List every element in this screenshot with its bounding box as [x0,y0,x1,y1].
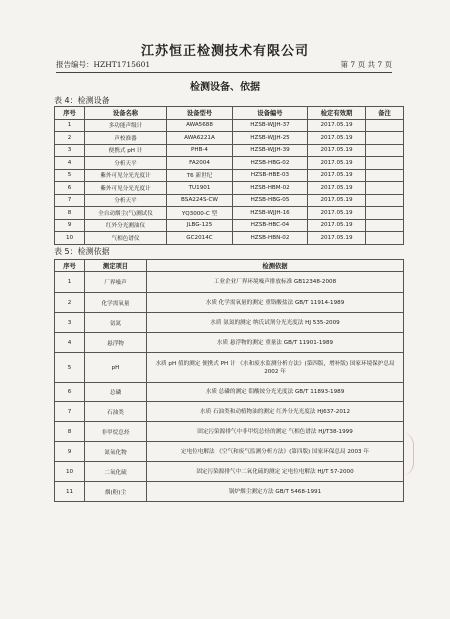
column-header: 设备名称 [85,107,167,120]
table-cell: 总磷 [85,383,147,402]
table-row [55,383,404,402]
table-cell [366,219,404,232]
page-number: 第 7 页 共 7 页 [340,60,392,69]
table-cell: PHB-4 [167,144,233,157]
table-cell: 分析天平 [85,194,167,207]
table-cell: 水质 石油类和动植物油的测定 红外分光光度法 HJ637-2012 [147,402,404,422]
table-cell: 4 [55,333,85,353]
table-cell: T6 新世纪 [167,169,233,182]
table4-caption: 表 4：检测设备 [54,96,110,105]
table-cell: HZSB-HBG-02 [233,157,308,170]
table-row [55,207,404,220]
table-cell: 7 [55,402,85,422]
table-cell: 2017.05.19 [308,144,366,157]
table-cell: 8 [55,207,85,220]
table-cell: 悬浮物 [85,333,147,353]
column-header: 设备编号 [233,107,308,120]
table-cell [366,119,404,132]
table-cell [366,157,404,170]
table-cell: 气相色谱仪 [85,232,167,245]
method-basis-table [54,259,404,502]
table-cell: 2017.05.19 [308,132,366,145]
table-row [55,169,404,182]
table-cell: 2 [55,293,85,313]
table-row [55,462,404,482]
table-cell [366,182,404,195]
column-header: 序号 [55,260,85,272]
column-header: 检定有效期 [308,107,366,120]
table-cell: 水质 总磷的测定 钼酸铵分光光度法 GB/T 11893-1989 [147,383,404,402]
table-cell: 分析天平 [85,157,167,170]
table-cell: pH [85,353,147,383]
table-cell: 固定污染源排气中二氧化硫的测定 定电位电解法 HJ/T 57-2000 [147,462,404,482]
table-cell [366,232,404,245]
table-cell: 5 [55,169,85,182]
table-cell: 氨氮 [85,313,147,333]
table-cell: 厂界噪声 [85,272,147,293]
table-row [55,219,404,232]
column-header: 备注 [366,107,404,120]
table-cell: JLBG-125 [167,219,233,232]
company-name: 江苏恒正检测技术有限公司 [140,44,309,59]
table-cell: 固定污染源排气中非甲烷总烃的测定 气相色谱法 HJ/T38-1999 [147,422,404,442]
table-row [55,132,404,145]
table-cell [366,169,404,182]
table-cell: AWA6221A [167,132,233,145]
table-row [55,232,404,245]
table-cell: 便携式 pH 计 [85,144,167,157]
table-cell: 紫外可见分光光度计 [85,182,167,195]
table-cell: HZSB-HBG-05 [233,194,308,207]
table-row [55,313,404,333]
table-cell: 2017.05.19 [308,194,366,207]
table-cell [366,194,404,207]
table-cell: 7 [55,194,85,207]
table-cell: 全自动烟尘(气)测试仪 [85,207,167,220]
table-cell: 二氧化硫 [85,462,147,482]
column-header: 序号 [55,107,85,120]
table-row [55,194,404,207]
table-cell: 氮氧化物 [85,442,147,462]
table5-caption: 表 5：检测依据 [54,247,110,256]
table-cell: 1 [55,272,85,293]
document-title: 检测设备、依据 [190,82,260,93]
table-cell: 9 [55,442,85,462]
table-cell: 非甲烷总烃 [85,422,147,442]
table-cell: 9 [55,219,85,232]
table-cell: AWA5688 [167,119,233,132]
table-cell: FA2004 [167,157,233,170]
table-cell: 石油类 [85,402,147,422]
table-cell: HZSB-HBC-04 [233,219,308,232]
table-cell: HZSB-WJJH-25 [233,132,308,145]
table-row [55,442,404,462]
table-cell: 6 [55,182,85,195]
column-header: 测定项目 [85,260,147,272]
table-cell: 水质 氨氮的测定 纳氏试剂分光光度法 HJ 535-2009 [147,313,404,333]
table-cell: 6 [55,383,85,402]
table-cell: 5 [55,353,85,383]
table-cell: HZSB-WJJH-16 [233,207,308,220]
column-header: 设备型号 [167,107,233,120]
table-row [55,422,404,442]
table-cell: 2017.05.19 [308,169,366,182]
column-header: 检测依据 [147,260,404,272]
table-cell: 锅炉烟尘测定方法 GB/T 5468-1991 [147,482,404,502]
table-cell: 化学需氧量 [85,293,147,313]
table-row [55,353,404,383]
table-cell: HZSB-HBM-02 [233,182,308,195]
table-cell: 定电位电解法 《空气和废气监测分析方法》(第四版) 国家环保总局 2003 年 [147,442,404,462]
table-cell: 红外分光测油仪 [85,219,167,232]
table-row [55,293,404,313]
table-row [55,144,404,157]
table-cell: 水质 pH 值的测定 便携式 PH 计 《水和废水监测分析方法》(第四版，增补版) 国家环境保护总局 2002 年 [147,353,404,383]
table-cell [366,132,404,145]
table-cell: HZSB-WJJH-37 [233,119,308,132]
table-cell: 2017.05.19 [308,157,366,170]
table-cell: YQ3000-C 型 [167,207,233,220]
table-cell: 多功能声级计 [85,119,167,132]
report-number: 报告编号：HZHT1715601 [56,60,151,69]
table-row [55,482,404,502]
table-cell: HZSB-HBE-03 [233,169,308,182]
table-cell: 2017.05.19 [308,119,366,132]
equipment-table [54,106,404,245]
table-cell: TU1901 [167,182,233,195]
table-row [55,157,404,170]
table-cell: 10 [55,462,85,482]
table-cell: 水质 悬浮物的测定 重量法 GB/T 11901-1989 [147,333,404,353]
table-cell: 1 [55,119,85,132]
table-cell: GC2014C [167,232,233,245]
table-row [55,272,404,293]
table-row [55,119,404,132]
report-header-line [56,59,392,73]
table-cell: 3 [55,313,85,333]
table-cell: 声校准器 [85,132,167,145]
table-cell: 2017.05.19 [308,207,366,220]
table-cell [366,144,404,157]
table-cell: 紫外可见分光光度计 [85,169,167,182]
table-cell: 2017.05.19 [308,232,366,245]
table-cell: 水质 化学需氧量的测定 重铬酸盐法 GB/T 11914-1989 [147,293,404,313]
table-cell: 工业企业厂界环境噪声排放标准 GB12348-2008 [147,272,404,293]
table-cell: 烟(粉)尘 [85,482,147,502]
table-cell: 10 [55,232,85,245]
table-row [55,333,404,353]
table-cell: 3 [55,144,85,157]
table-cell: HZSB-HBN-02 [233,232,308,245]
table-cell: 2017.05.19 [308,182,366,195]
table-cell: BSA224S-CW [167,194,233,207]
table-row [55,402,404,422]
table-cell: 8 [55,422,85,442]
table-cell [366,207,404,220]
seal-stamp-fragment [401,432,414,476]
table-row [55,182,404,195]
table-cell: 4 [55,157,85,170]
table-cell: 11 [55,482,85,502]
table-cell: 2 [55,132,85,145]
table-cell: 2017.05.19 [308,219,366,232]
table-cell: HZSB-WJJH-39 [233,144,308,157]
